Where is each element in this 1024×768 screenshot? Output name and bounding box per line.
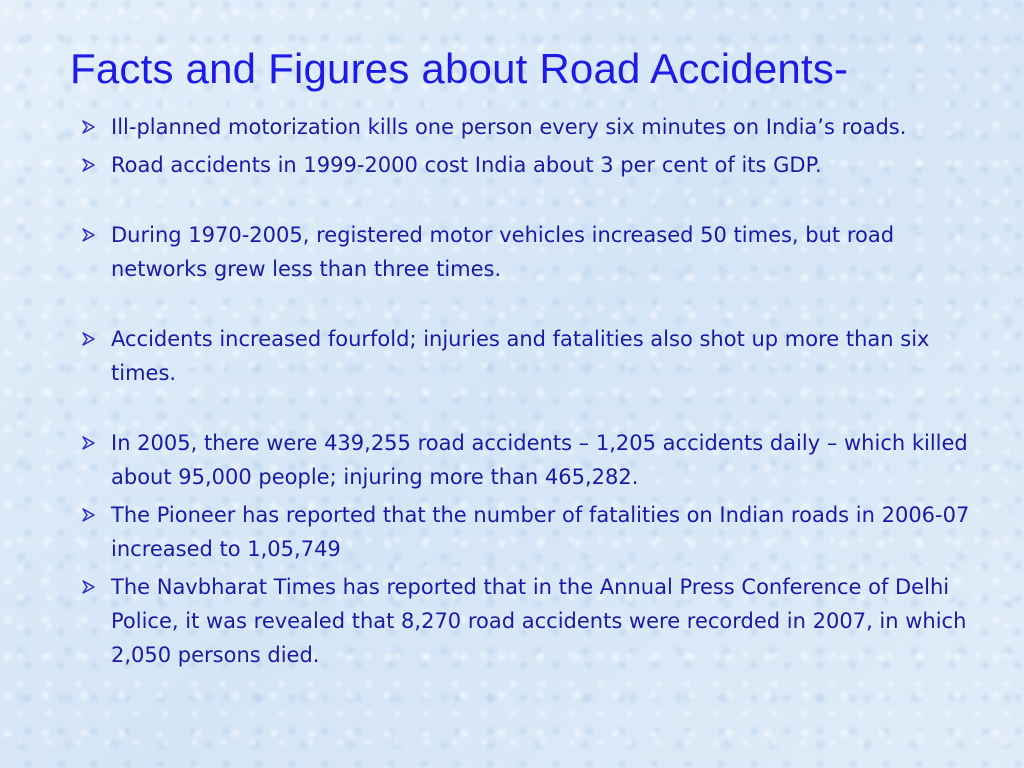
bullet-item-6 [80, 498, 990, 566]
bullet-text: Ill-planned motorization kills one person every six minutes on India’s roads. [111, 115, 907, 139]
bullet-text: Road accidents in 1999-2000 cost India about 3 per cent of its GDP. [111, 153, 822, 177]
bullet-text: In 2005, there were 439,255 road accidents – 1,205 accidents daily – which killed about 95,000 people; injuring more than 465,282. [111, 431, 968, 489]
bullet-item-3 [80, 218, 990, 286]
bullet-text: Accidents increased fourfold; injuries and fatalities also shot up more than six times. [111, 327, 930, 385]
bullet-text: The Navbharat Times has reported that in the Annual Press Conference of Delhi Police, it was revealed that 8,270 road accidents were recorded in 2007, in which 2,050 persons died. [111, 575, 967, 667]
bullet-item-2 [80, 148, 990, 182]
bullet-item-4 [80, 322, 990, 390]
bullet-list [80, 110, 990, 672]
bullet-text: The Pioneer has reported that the number of fatalities on Indian roads in 2006-07 increased to 1,05,749 [111, 503, 970, 561]
chevron-arrow-right-icon [82, 120, 96, 134]
bullet-item-7 [80, 570, 990, 672]
slide-title: Facts and Figures about Road Accidents- [70, 45, 849, 92]
chevron-arrow-right-icon [82, 580, 96, 594]
chevron-arrow-right-icon [82, 508, 96, 522]
bullet-text: During 1970-2005, registered motor vehicles increased 50 times, but road networks grew less than three times. [111, 223, 895, 281]
bullet-item-5 [80, 426, 990, 494]
bullet-item-1 [80, 110, 990, 144]
chevron-arrow-right-icon [82, 158, 96, 172]
chevron-arrow-right-icon [82, 436, 96, 450]
chevron-arrow-right-icon [82, 228, 96, 242]
chevron-arrow-right-icon [82, 332, 96, 346]
